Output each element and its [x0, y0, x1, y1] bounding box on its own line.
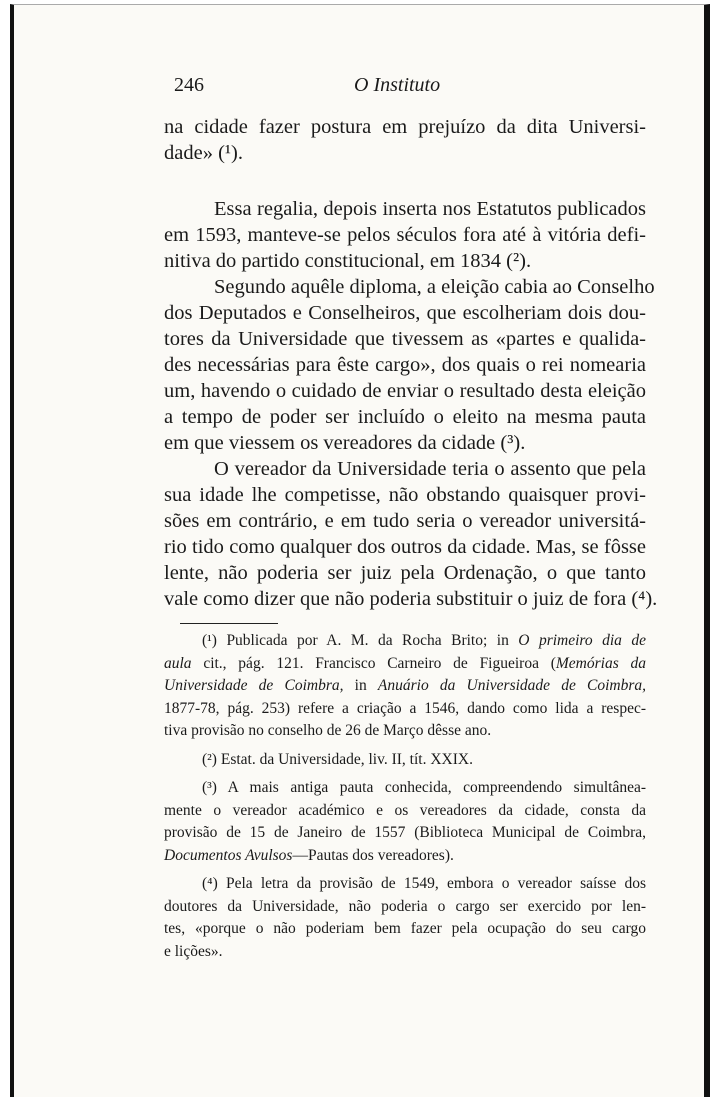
footnote-line: (²) Estat. da Universidade, liv. II, tít. XXIX. [202, 750, 473, 768]
footnote-line: tiva provisão no conselho de 26 de Março dêsse ano. [164, 722, 492, 739]
text-line: tores da Universidade que tivessem as «partes e qualida- [164, 328, 646, 350]
footnote-line: 1877-78, pág. 253) refere a criação a 1546, dando como lida a respec- [164, 699, 646, 717]
text-line: a tempo de poder ser incluído o eleito na mesma pauta [164, 406, 646, 428]
footnote-line: doutores da Universidade, não poderia o cargo ser exercido por len- [164, 897, 646, 915]
footnote-rule [180, 623, 278, 624]
footnote-line: (⁴) Pela letra da provisão de 1549, embora o vereador saísse dos [202, 875, 646, 892]
text-line: sua idade lhe competisse, não obstando quaisquer provi- [164, 484, 646, 506]
text-line: dade» (¹). [164, 142, 243, 164]
footnote-line: aula cit., pág. 121. Francisco Carneiro de Figueiroa (Memórias da [164, 654, 646, 672]
page-number: 246 [174, 74, 204, 96]
text-line: Segundo aquêle diploma, a eleição cabia ao Conselho [214, 276, 655, 298]
text-line: lente, não poderia ser juiz pela Ordenação, o que tanto [164, 562, 646, 584]
footnote-line: (³) A mais antiga pauta conhecida, compreendendo simultânea- [202, 779, 646, 796]
text-line: des necessárias para êste cargo», dos quais o rei nomearia [164, 354, 646, 376]
text-line: nitiva do partido constitucional, em 1834 (²). [164, 250, 532, 272]
text-line: O vereador da Universidade teria o assento que pela [214, 458, 646, 480]
footnote-line: Documentos Avulsos—Pautas dos vereadores). [164, 846, 454, 864]
text-line: na cidade fazer postura em prejuízo da dita Universi- [164, 116, 646, 138]
footnote-line: Universidade de Coimbra, in Anuário da Universidade de Coimbra, [164, 677, 647, 694]
page-header [164, 70, 559, 100]
text-line: um, havendo o cuidado de enviar o resultado desta eleição [164, 380, 646, 402]
text-line: dos Deputados e Conselheiros, que escolheriam dois dou- [164, 302, 646, 324]
text-line: em que viessem os vereadores da cidade (³). [164, 432, 526, 454]
footnote-line: e lições». [164, 942, 223, 960]
footnote-line: tes, «porque o não poderiam bem fazer pela ocupação do seu cargo [164, 920, 646, 937]
text-line: sões em contrário, e em tudo seria o vereador universitá- [164, 510, 646, 532]
running-title: O Instituto [354, 74, 441, 96]
text-line: em 1593, manteve-se pelos séculos fora até à vitória defi- [164, 224, 646, 246]
text-line: vale como dizer que não poderia substituir o juiz de fora (⁴). [164, 588, 658, 610]
text-line: Essa regalia, depois inserta nos Estatutos publicados [214, 198, 646, 220]
main-text [164, 114, 658, 612]
footnote-line: provisão de 15 de Janeiro de 1557 (Biblioteca Municipal de Coimbra, [164, 824, 646, 841]
text-line: rio tido como qualquer dos outros da cidade. Mas, se fôsse [164, 536, 646, 558]
footnote-line: mente o vereador académico e os vereadores da cidade, consta da [164, 801, 646, 819]
footnote-line: (¹) Publicada por A. M. da Rocha Brito; in O primeiro dia de [202, 632, 647, 649]
footnotes [164, 630, 646, 963]
